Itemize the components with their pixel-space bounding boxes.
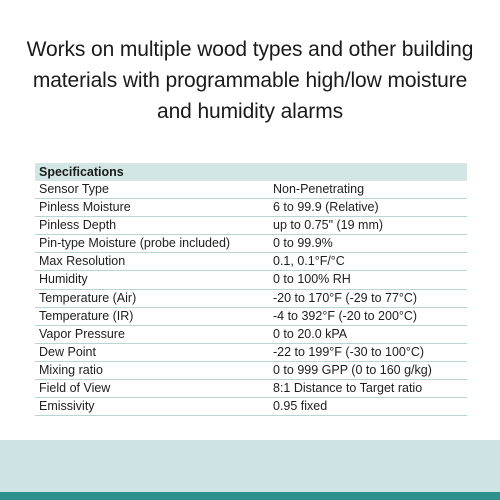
spec-value: -4 to 392°F (-20 to 200°C)	[273, 308, 418, 323]
spec-name: Pinless Moisture	[39, 200, 131, 215]
spec-name: Pin-type Moisture (probe included)	[39, 236, 231, 251]
spec-value: 8:1 Distance to Target ratio	[273, 381, 423, 396]
spec-row	[35, 308, 467, 326]
spec-name: Dew Point	[39, 344, 96, 359]
spec-value: 0.95 fixed	[273, 399, 328, 414]
spec-value: 0.1, 0.1°F/°C	[273, 254, 345, 269]
spec-name: Pinless Depth	[39, 218, 117, 233]
spec-row	[35, 181, 467, 199]
spec-value: -22 to 199°F (-30 to 100°C)	[273, 344, 425, 359]
spec-row	[35, 253, 467, 271]
spec-row	[35, 344, 467, 362]
spec-row	[35, 271, 467, 289]
spec-value: 0 to 20.0 kPA	[273, 326, 348, 341]
spec-row	[35, 235, 467, 253]
spec-row	[35, 380, 467, 398]
headline: Works on multiple wood types and other building materials with programmable high/low moisture and humidity alarms	[26, 38, 474, 123]
specifications-title: Specifications	[35, 163, 467, 181]
spec-name: Emissivity	[39, 399, 95, 414]
specifications-table	[35, 163, 467, 416]
spec-name: Max Resolution	[39, 254, 126, 269]
spec-value: 0 to 999 GPP (0 to 160 g/kg)	[273, 362, 432, 377]
spec-value: Non-Penetrating	[273, 182, 365, 196]
spec-row	[35, 290, 467, 308]
spec-value: -20 to 170°F (-29 to 77°C)	[273, 290, 418, 305]
spec-value: up to 0.75" (19 mm)	[273, 218, 384, 233]
footer-stripe	[0, 492, 500, 500]
spec-name: Humidity	[39, 272, 88, 287]
spec-row	[35, 398, 467, 416]
spec-value: 0 to 99.9%	[273, 236, 333, 251]
spec-row	[35, 326, 467, 344]
spec-row	[35, 199, 467, 217]
spec-rows	[35, 181, 467, 416]
spec-name: Temperature (IR)	[39, 308, 134, 323]
spec-name: Sensor Type	[39, 182, 109, 196]
spec-value: 0 to 100% RH	[273, 272, 351, 287]
footer-band	[0, 440, 500, 492]
spec-name: Vapor Pressure	[39, 326, 125, 341]
spec-row	[35, 362, 467, 380]
spec-row	[35, 217, 467, 235]
spec-value: 6 to 99.9 (Relative)	[273, 200, 379, 215]
spec-name: Temperature (Air)	[39, 290, 137, 305]
spec-name: Field of View	[39, 381, 111, 396]
spec-name: Mixing ratio	[39, 362, 103, 377]
